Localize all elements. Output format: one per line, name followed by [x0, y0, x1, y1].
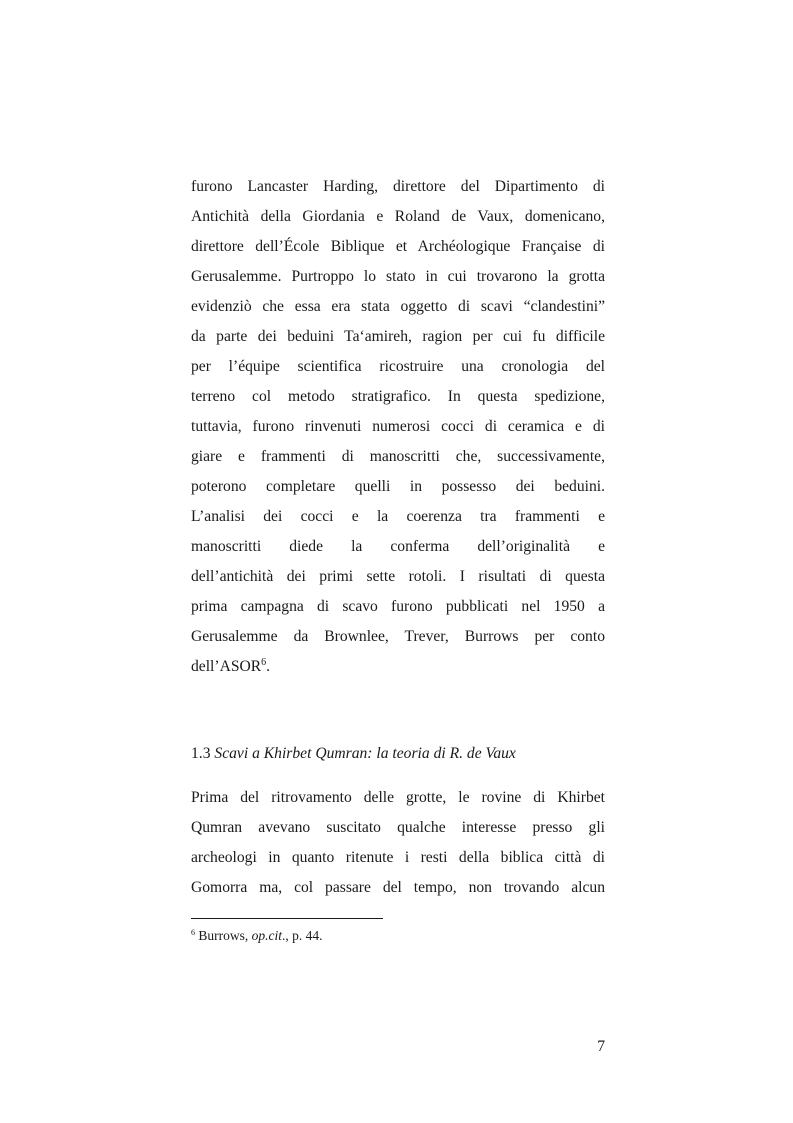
footnote — [191, 927, 323, 945]
paragraph-line: Gerusalemme. Purtroppo lo stato in cui trovarono la grotta — [191, 268, 605, 285]
paragraph-line: tuttavia, furono rinvenuti numerosi cocci di ceramica e di — [191, 418, 605, 435]
paragraph-line: prima campagna di scavo furono pubblicati nel 1950 a — [191, 598, 605, 615]
paragraph-line-end: . — [266, 658, 271, 675]
section-title: Scavi a Khirbet Qumran: la teoria di R. de Vaux — [214, 745, 516, 762]
paragraph-2 — [191, 783, 605, 903]
paragraph-last-line — [191, 652, 605, 682]
paragraph-line: Gomorra ma, col passare del tempo, non trovando alcun — [191, 879, 605, 896]
paragraph-line: evidenziò che essa era stata oggetto di scavi “clandestini” — [191, 298, 605, 315]
paragraph-line: dell’antichità dei primi sette rotoli. I risultati di questa — [191, 568, 605, 585]
paragraph-line: da parte dei beduini Ta‘amireh, ragion per cui fu difficile — [191, 328, 605, 345]
paragraph-line: furono Lancaster Harding, direttore del Dipartimento di — [191, 178, 605, 195]
paragraph-line: per l’équipe scientifica ricostruire una cronologia del — [191, 358, 605, 375]
paragraph-line: Prima del ritrovamento delle grotte, le rovine di Khirbet — [191, 789, 605, 806]
page-number: 7 — [597, 1038, 605, 1055]
paragraph-line: direttore dell’École Biblique et Archéologique Française di — [191, 238, 605, 255]
footnote-rest: ., p. 44. — [282, 928, 323, 943]
paragraph-line: Gerusalemme da Brownlee, Trever, Burrows per conto — [191, 628, 605, 645]
paragraph-line: giare e frammenti di manoscritti che, successivamente, — [191, 448, 605, 465]
section-number: 1.3 — [191, 745, 211, 762]
paragraph-line: manoscritti diede la conferma dell’originalità e — [191, 538, 605, 555]
footnote-reference[interactable]: 6 — [261, 657, 267, 668]
footnote-author: Burrows, — [198, 928, 249, 943]
paragraph-line: Qumran avevano suscitato qualche interesse presso gli — [191, 819, 605, 836]
footnote-work: op.cit — [251, 928, 282, 943]
paragraph-line: poterono completare quelli in possesso dei beduini. — [191, 478, 605, 495]
paragraph-line-text: dell’ASOR — [191, 658, 262, 675]
paragraph-line: archeologi in quanto ritenute i resti della biblica città di — [191, 849, 605, 866]
footnote-separator — [191, 918, 383, 919]
paragraph-1 — [191, 172, 605, 682]
paragraph-line: L’analisi dei cocci e la coerenza tra frammenti e — [191, 508, 605, 525]
footnote-marker: 6 — [191, 928, 195, 937]
section-heading — [191, 739, 516, 769]
paragraph-line: terreno col metodo stratigrafico. In questa spedizione, — [191, 388, 605, 405]
paragraph-line: Antichità della Giordania e Roland de Vaux, domenicano, — [191, 208, 605, 225]
